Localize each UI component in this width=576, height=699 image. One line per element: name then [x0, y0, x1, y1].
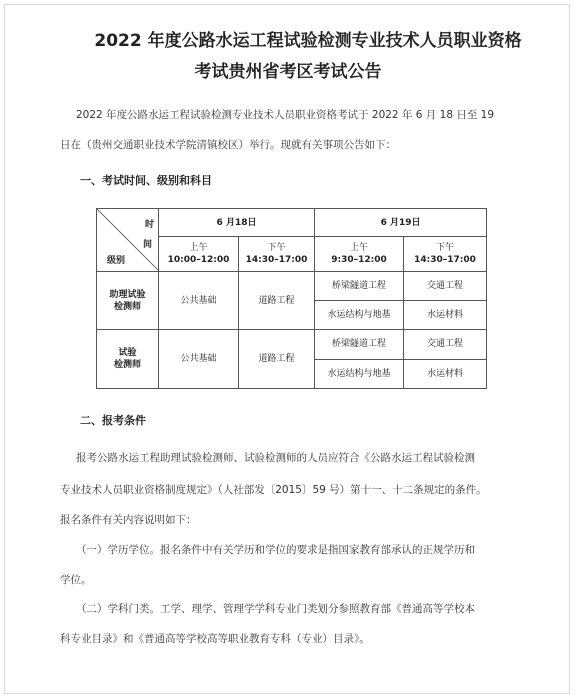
session-label: 上午 [189, 243, 208, 253]
session-header [239, 237, 315, 271]
level-cell [97, 271, 159, 330]
subject-cell: 交通工程 [404, 330, 487, 359]
intro-line-1: 2022 年度公路水运工程试验检测专业技术人员职业资格考试于 2022 年 6 月 18 日至 19 [76, 109, 495, 121]
session-time: 14:30–17:00 [245, 255, 308, 265]
session-header [404, 237, 487, 271]
conditions-para-1-line-1: 报考公路水运工程助理试验检测师、试验检测师的人员应符合《公路水运工程试验检测 [76, 452, 475, 464]
session-time: 14:30–17:00 [414, 255, 476, 265]
session-label: 上午 [350, 243, 369, 253]
subject-cell: 水运结构与地基 [315, 359, 404, 388]
subject-cell: 公共基础 [159, 271, 239, 330]
table-corner-cell [97, 209, 159, 272]
subject-cell: 水运结构与地基 [315, 301, 404, 330]
subject-cell: 道路工程 [239, 271, 315, 330]
section-2-heading: 二、报考条件 [80, 414, 146, 427]
session-time: 9:30–12:00 [331, 255, 387, 265]
day-2-header: 6 月19日 [315, 209, 487, 237]
subject-cell: 道路工程 [239, 330, 315, 389]
conditions-para-1-line-2: 专业技术人员职业资格制度规定》（人社部发〔2015〕59 号）第十一、十二条规定的条件。 [60, 484, 487, 496]
subject-cell: 水运材料 [404, 301, 487, 330]
conditions-para-3-line-2: 科专业目录》和《普通高等学校高等职业教育专科（专业）目录》。 [60, 633, 370, 645]
day-1-header: 6 月18日 [159, 209, 315, 237]
conditions-para-1-line-3: 报名条件有关内容说明如下： [60, 514, 197, 526]
subject-cell: 水运材料 [404, 359, 487, 388]
section-1-heading: 一、考试时间、级别和科目 [80, 174, 212, 187]
document-title-line-2: 考试贵州省考区考试公告 [194, 62, 382, 82]
conditions-para-2-line-1: （一）学历学位。报名条件中有关学历和学位的要求是指国家教育部承认的正规学历和 [76, 544, 475, 556]
level-cell [97, 330, 159, 389]
intro-line-2: 日在（贵州交通职业技术学院清镇校区）举行。现就有关事项公告如下： [60, 139, 396, 151]
document-title-line-1: 2022 年度公路水运工程试验检测专业技术人员职业资格 [94, 31, 522, 51]
subject-cell: 桥梁隧道工程 [315, 330, 404, 359]
level-name-line-1: 助理试验 [109, 289, 146, 300]
corner-level-label: 级别 [107, 255, 126, 266]
level-name-line-2: 检测师 [113, 360, 141, 371]
conditions-para-2-line-2: 学位。 [60, 574, 92, 586]
session-label: 下午 [267, 243, 286, 253]
corner-interval-label: 间 [142, 240, 152, 250]
session-label: 下午 [436, 243, 455, 253]
subject-cell: 桥梁隧道工程 [315, 271, 404, 300]
level-name-line-2: 检测师 [113, 301, 141, 312]
session-header [315, 237, 404, 271]
conditions-para-3-line-1: （二）学科门类。工学、理学、管理学学科专业门类划分参照教育部《普通高等学校本 [76, 603, 475, 615]
session-header [159, 237, 239, 271]
corner-time-label: 时 [144, 220, 154, 230]
exam-schedule-table [96, 208, 487, 389]
level-name-line-1: 试验 [118, 348, 137, 359]
subject-cell: 交通工程 [404, 271, 487, 300]
session-time: 10:00–12:00 [167, 255, 230, 265]
subject-cell: 公共基础 [159, 330, 239, 389]
